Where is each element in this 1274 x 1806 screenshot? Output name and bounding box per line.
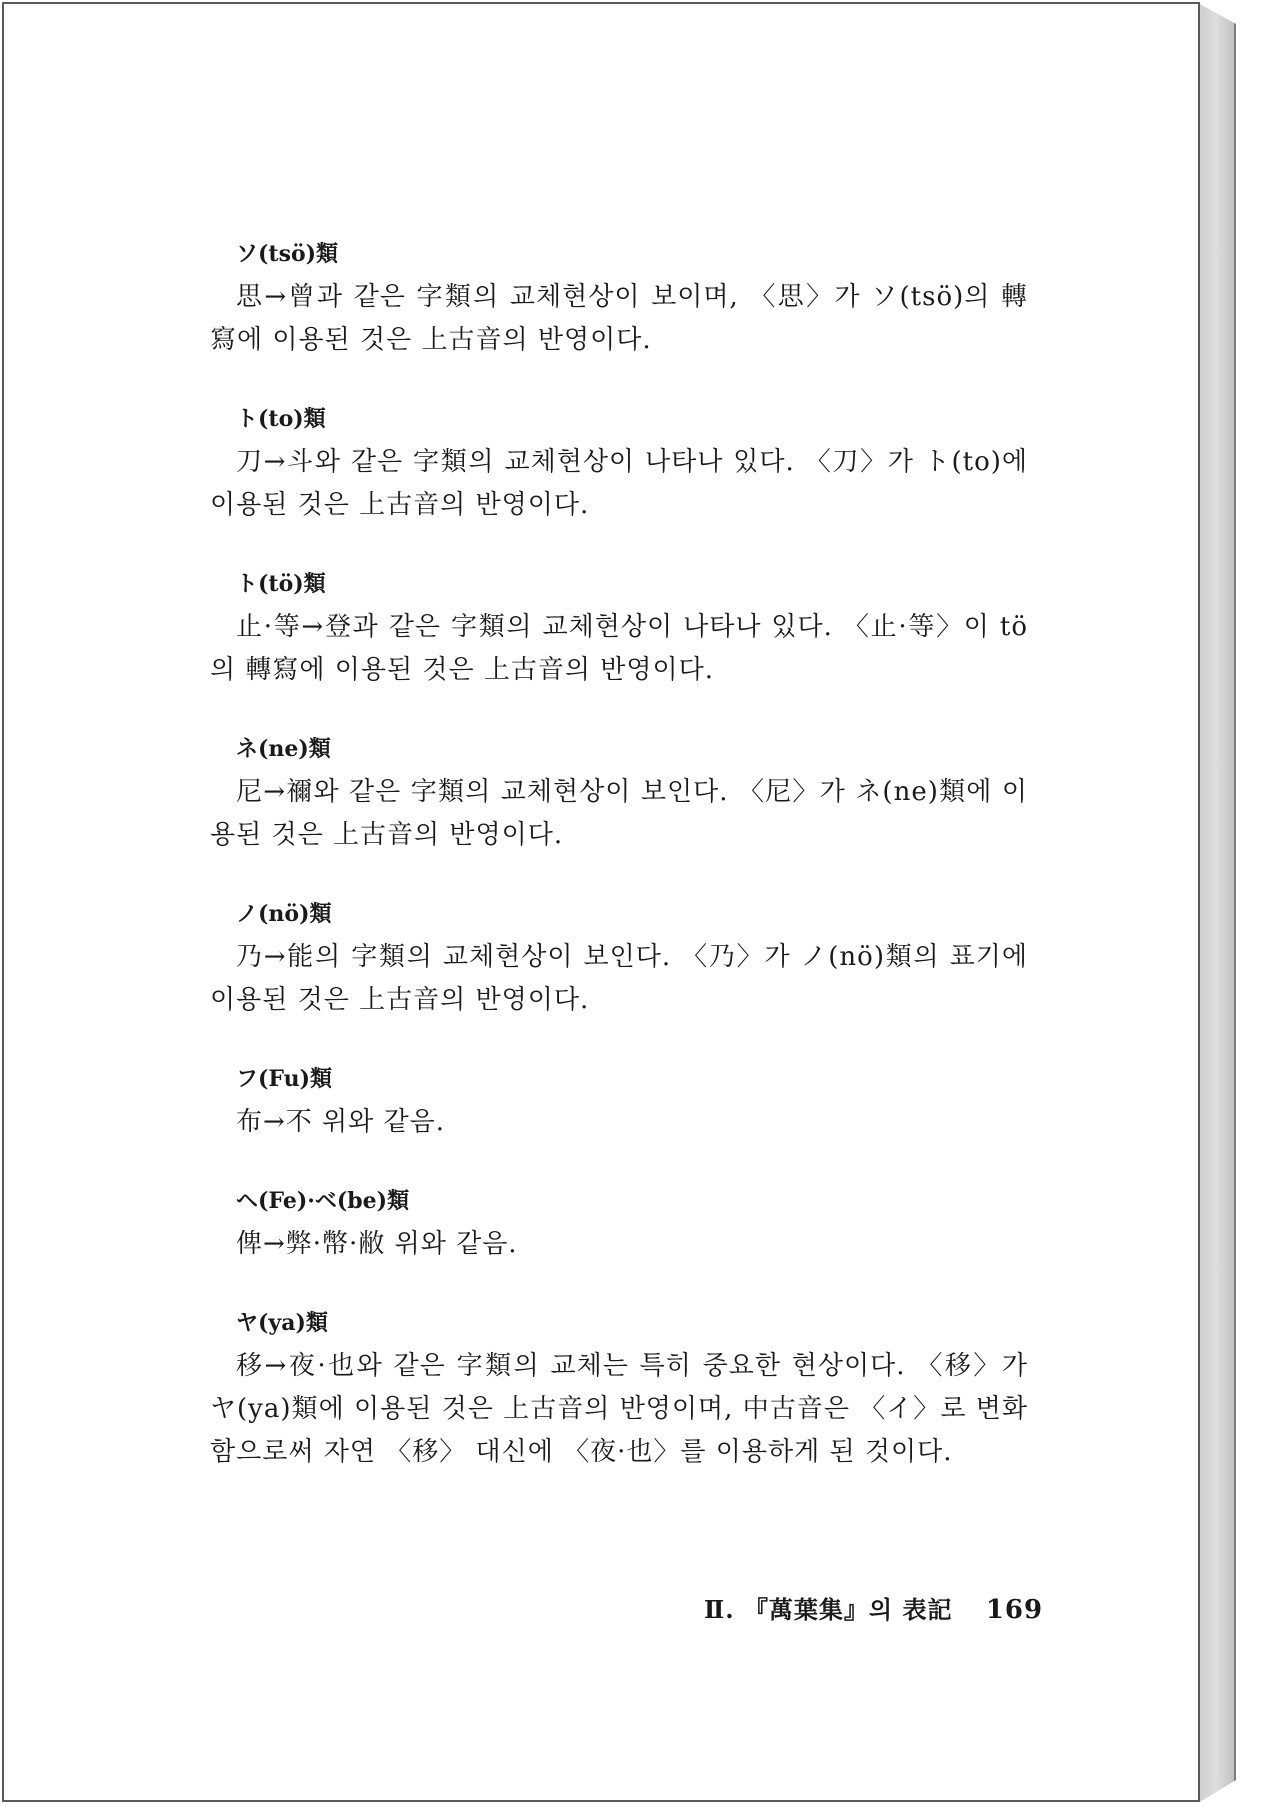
entry-paragraph: 尼→禰와 같은 字類의 교체현상이 보인다. 〈尼〉가 ネ(ne)類에 이용된 것은 上古音의 반영이다. — [210, 777, 1028, 850]
entry-to — [210, 405, 1028, 527]
running-head: Ⅱ. 『萬葉集』의 表記 — [704, 1595, 953, 1624]
entry-ne — [210, 735, 1028, 857]
book-page — [2, 2, 1200, 1802]
entry-heading: ト(tö)類 — [236, 571, 326, 597]
entry-heading: ト(to)類 — [236, 406, 326, 432]
entry-fe-be — [210, 1187, 1028, 1266]
entry-heading: ソ(tsö)類 — [236, 241, 339, 267]
entry-paragraph: 止·等→登과 같은 字類의 교체현상이 나타나 있다. 〈止·等〉이 tö의 轉寫에 이용된 것은 上古音의 반영이다. — [210, 612, 1028, 685]
entry-tso — [210, 240, 1028, 362]
entry-paragraph: 移→夜·也와 같은 字類의 교체는 특히 중요한 현상이다. 〈移〉가 ヤ(ya)類에 이용된 것은 上古音의 반영이며, 中古音은 〈イ〉로 변화함으로써 자연 〈移〉 대신에 〈夜·也〉를 이용하게 된 것이다. — [210, 1351, 1028, 1467]
entry-no — [210, 900, 1028, 1022]
entry-paragraph: 布→不 위와 같음. — [236, 1107, 446, 1137]
entry-paragraph: 思→曾과 같은 字類의 교체현상이 보이며, 〈思〉가 ソ(tsö)의 轉寫에 이용된 것은 上古音의 반영이다. — [210, 282, 1028, 355]
entry-heading: ノ(nö)類 — [236, 901, 332, 927]
entry-paragraph: 乃→能의 字類의 교체현상이 보인다. 〈乃〉가 ノ(nö)類의 표기에 이용된 것은 上古音의 반영이다. — [210, 942, 1028, 1015]
entry-heading: ヤ(ya)類 — [236, 1310, 328, 1336]
entry-fu — [210, 1065, 1028, 1144]
entry-paragraph: 俾→弊·幣·敝 위와 같음. — [236, 1229, 518, 1259]
page-body — [210, 240, 1028, 1474]
entry-heading: ネ(ne)類 — [236, 736, 331, 762]
entry-heading: ヘ(Fe)·ベ(be)類 — [236, 1188, 410, 1214]
entry-ya — [210, 1309, 1028, 1474]
page-footer — [704, 1590, 1043, 1625]
entry-paragraph: 刀→斗와 같은 字類의 교체현상이 나타나 있다. 〈刀〉가 ト(to)에 이용된 것은 上古音의 반영이다. — [210, 447, 1028, 520]
entry-heading: フ(Fu)類 — [236, 1066, 333, 1092]
page-stack-edge-outline — [1200, 4, 1236, 1802]
entry-to-umlaut — [210, 570, 1028, 692]
page-number: 169 — [985, 1595, 1044, 1625]
